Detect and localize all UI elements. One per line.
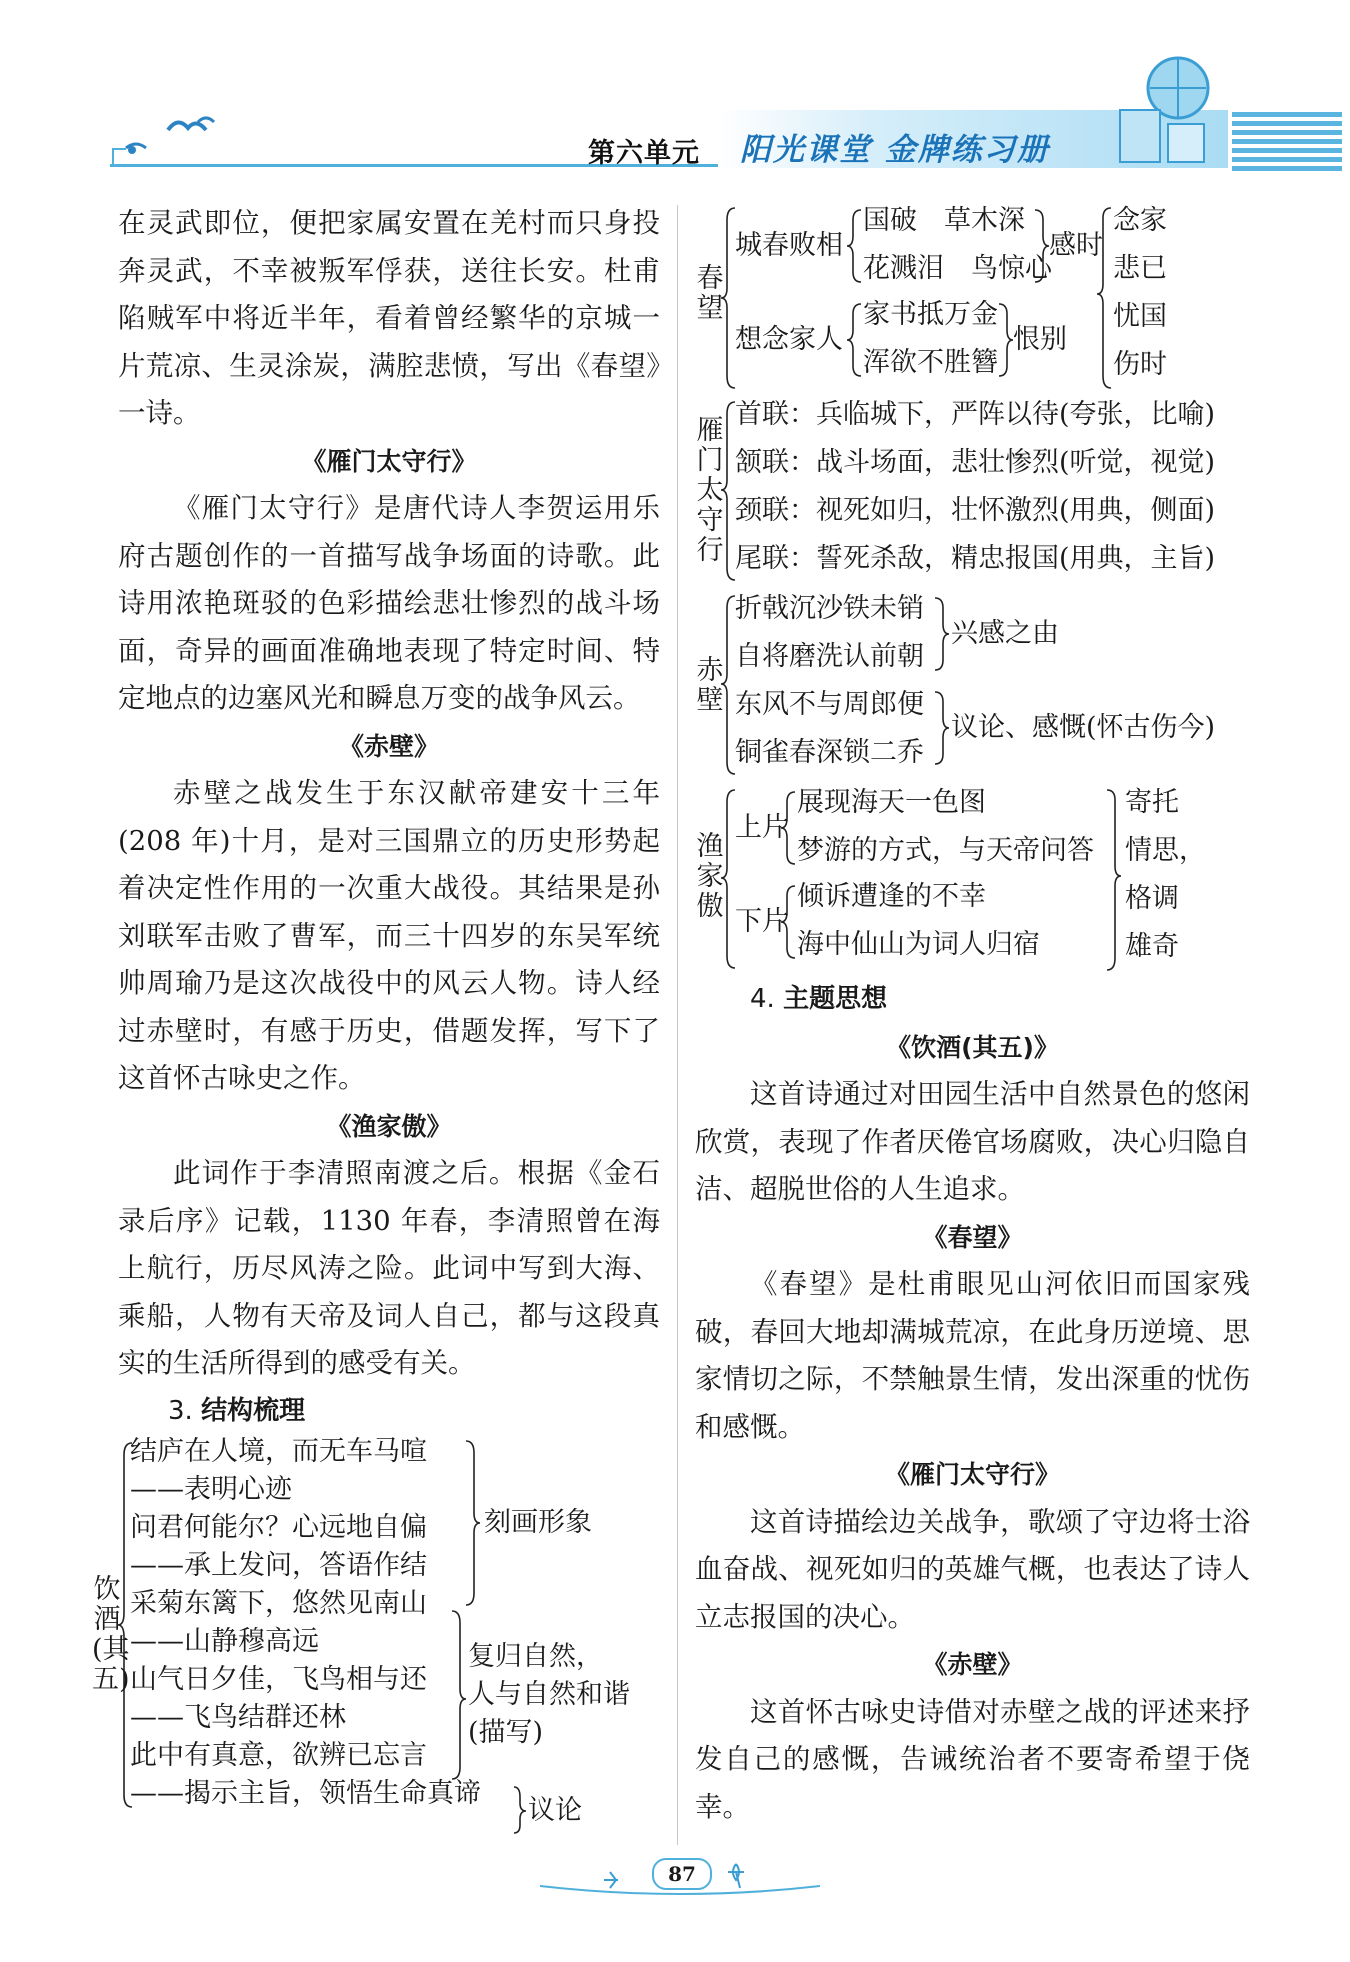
paragraph-yujia-background: 此词作于李清照南渡之后。根据《金石录后序》记载，1130 年春，李清照曾在海上航行，历尽风涛之险。此词中写到大海、乘船，人物有天帝及词人自己，都与这段真实的生活所得到的感受有关。 (118, 1157, 660, 1379)
yinjiu-root-label: 饮酒(其五) (92, 1574, 130, 1695)
yinjiu-group-2-line-3: (描写) (468, 1717, 544, 1748)
chunwang-b-line-2: 浑欲不胜簪 (863, 347, 998, 378)
chunwang-right-4: 伤时 (1113, 349, 1167, 380)
chunwang-right-2: 悲已 (1113, 253, 1167, 284)
paragraph-chunwang-background: 在灵武即位，便把家属安置在羌村而只身投奔灵武，不幸被叛军俘获，送往长安。杜甫陷贼军中将近半年，看着曾经繁华的京城一片荒凉、生灵涂炭，满腔悲愤，写出《春望》一诗。 (118, 207, 660, 429)
yujia-right-3: 格调 (1125, 883, 1179, 914)
theme-paragraph-yanmen: 这首诗描绘边关战争，歌颂了守边将士浴血奋战、视死如归的英雄气概，也表达了诗人立志报国的决心。 (695, 1505, 1250, 1633)
theme-paragraph-yinjiu: 这首诗通过对田园生活中自然景色的悠闲欣赏，表现了作者厌倦官场腐败，决心归隐自洁、超脱世俗的人生追求。 (695, 1078, 1250, 1205)
heading-chibi: 《赤壁》 (338, 731, 439, 761)
chibi-line-3: 东风不与周郎便 (735, 689, 924, 720)
theme-heading-chibi: 《赤壁》 (922, 1650, 1023, 1679)
chibi-line-2: 自将磨洗认前朝 (735, 641, 924, 672)
yujia-upper-line-1: 展现海天一色图 (797, 787, 986, 818)
paragraph-chibi-background: 赤壁之战发生于东汉献帝建安十三年(208 年)十月，是对三国鼎立的历史形势起着决定性作用的一次重大战役。其结果是孙刘联军击败了曹军，而三十四岁的东吴军统帅周瑜乃是这次战役中的风云人物。诗人经过赤壁时，有感于历史，借题发挥，写下了这首怀古咏史之作。 (118, 777, 660, 1094)
yujia-structure-diagram (695, 786, 1250, 976)
yinjiu-line-8: ——飞鸟结群还林 (130, 1702, 346, 1733)
heading-yanmen: 《雁门太守行》 (301, 446, 477, 476)
yinjiu-line-2: ——表明心迹 (130, 1474, 292, 1505)
globe-figure-icon (1100, 40, 1230, 170)
paragraph-yanmen-background: 《雁门太守行》是唐代诗人李贺运用乐府古题创作的一首描写战争场面的诗歌。此诗用浓艳斑驳的色彩描绘悲壮惨烈的战斗场面，奇异的画面准确地表现了特定时间、特定地点的边塞风光和瞬息万变的战争风云。 (118, 492, 660, 714)
yinjiu-line-7: 山气日夕佳，飞鸟相与还 (130, 1664, 427, 1695)
chibi-root-label: 赤壁 (696, 655, 724, 716)
page-footer (540, 1850, 820, 1910)
unit-label: 第六单元 (588, 138, 700, 169)
chunwang-root-label: 春望 (696, 263, 724, 324)
yujia-lower-line-2: 海中仙山为词人归宿 (797, 929, 1040, 960)
theme-paragraph-chunwang: 《春望》是杜甫眼见山河依旧而国家残破，春回大地却满城荒凉，在此身历逆境、思家情切之际，不禁触景生情，发出深重的忧伤和感慨。 (695, 1268, 1250, 1443)
chibi-result-1: 兴感之由 (951, 618, 1059, 649)
section-4-number: 4. (750, 984, 775, 1014)
chunwang-right-1: 念家 (1113, 205, 1167, 236)
column-divider (677, 205, 678, 1845)
yinjiu-line-3: 问君何能尔？心远地自偏 (130, 1512, 427, 1543)
yanmen-structure-diagram (695, 398, 1250, 588)
theme-paragraph-chibi: 这首怀古咏史诗借对赤壁之战的评述来抒发自己的感慨，告诫统治者不要寄希望于侥幸。 (695, 1695, 1250, 1823)
chunwang-a-line-2: 花溅泪 鸟惊心 (863, 253, 1052, 284)
yinjiu-line-10: ——揭示主旨，领悟生命真谛 (130, 1778, 481, 1809)
yujia-lower-line-1: 倾诉遭逢的不幸 (797, 881, 986, 912)
yujia-right-4: 雄奇 (1125, 931, 1179, 962)
heading-yujia: 《渔家傲》 (326, 1111, 452, 1141)
chunwang-b-line-1: 家书抵万金 (863, 299, 998, 330)
page-number: 87 (652, 1858, 712, 1890)
section-3-number: 3. (168, 1395, 193, 1426)
left-column (92, 200, 660, 1835)
section-4-heading (750, 976, 1250, 1024)
yujia-upper-line-2: 梦游的方式，与天帝问答 (797, 835, 1094, 866)
yujia-lower-label: 下片 (735, 906, 789, 937)
yujia-root-label: 渔家傲 (696, 831, 724, 922)
yinjiu-group-2-line-2: 人与自然和谐 (468, 1679, 630, 1710)
section-3-label: 结构梳理 (201, 1395, 306, 1426)
chunwang-b-result: 恨别 (1013, 324, 1067, 355)
chunwang-branch-a: 城春败相 (735, 230, 843, 261)
section-4-label: 主题思想 (783, 984, 888, 1014)
brand-title: 阳光课堂 金牌练习册 (740, 132, 1050, 168)
chunwang-a-line-1: 国破 草木深 (863, 205, 1025, 236)
theme-heading-yanmen: 《雁门太守行》 (884, 1460, 1060, 1489)
right-column (695, 200, 1250, 1831)
chunwang-right-3: 忧国 (1113, 301, 1167, 332)
theme-heading-chunwang: 《春望》 (922, 1222, 1023, 1252)
chibi-result-2: 议论、感慨(怀古伤今) (951, 712, 1216, 743)
chunwang-structure-diagram (695, 204, 1250, 394)
chunwang-a-result: 感时 (1049, 230, 1103, 261)
chibi-structure-diagram (695, 592, 1250, 782)
yinjiu-group-3-label: 议论 (528, 1795, 582, 1826)
yujia-upper-label: 上片 (735, 812, 789, 843)
yanmen-line-2: 颔联：战斗场面，悲壮惨烈(听觉，视觉) (735, 447, 1216, 478)
chibi-line-4: 铜雀春深锁二乔 (735, 737, 924, 768)
yanmen-line-1: 首联：兵临城下，严阵以待(夸张，比喻) (735, 399, 1216, 430)
chibi-line-1: 折戟沉沙铁未销 (735, 593, 924, 624)
theme-heading-yinjiu: 《饮酒(其五)》 (886, 1032, 1059, 1062)
section-3-heading (168, 1388, 660, 1436)
chunwang-branch-b: 想念家人 (735, 324, 843, 355)
yinjiu-line-4: ——承上发问，答语作结 (130, 1550, 427, 1581)
yanmen-line-3: 颈联：视死如归，壮怀激烈(用典，侧面) (735, 495, 1216, 526)
yanmen-root-label: 雁门太守行 (696, 415, 724, 566)
page-header (0, 0, 1350, 200)
yinjiu-line-9: 此中有真意，欲辨已忘言 (130, 1740, 427, 1771)
header-stripes (1232, 112, 1342, 172)
yinjiu-group-1-label: 刻画形象 (484, 1507, 592, 1538)
yujia-right-1: 寄托 (1125, 787, 1179, 818)
yujia-right-2: 情思， (1125, 835, 1206, 866)
yanmen-line-4: 尾联：誓死杀敌，精忠报国(用典，主旨) (735, 543, 1216, 574)
yinjiu-line-5: 采菊东篱下，悠然见南山 (130, 1588, 427, 1619)
yinjiu-structure-diagram (92, 1435, 660, 1835)
birds-icon (118, 110, 248, 160)
yinjiu-line-1: 结庐在人境，而无车马喧 (130, 1436, 427, 1467)
yinjiu-group-2-line-1: 复归自然， (468, 1641, 603, 1672)
yinjiu-line-6: ——山静穆高远 (130, 1626, 319, 1657)
